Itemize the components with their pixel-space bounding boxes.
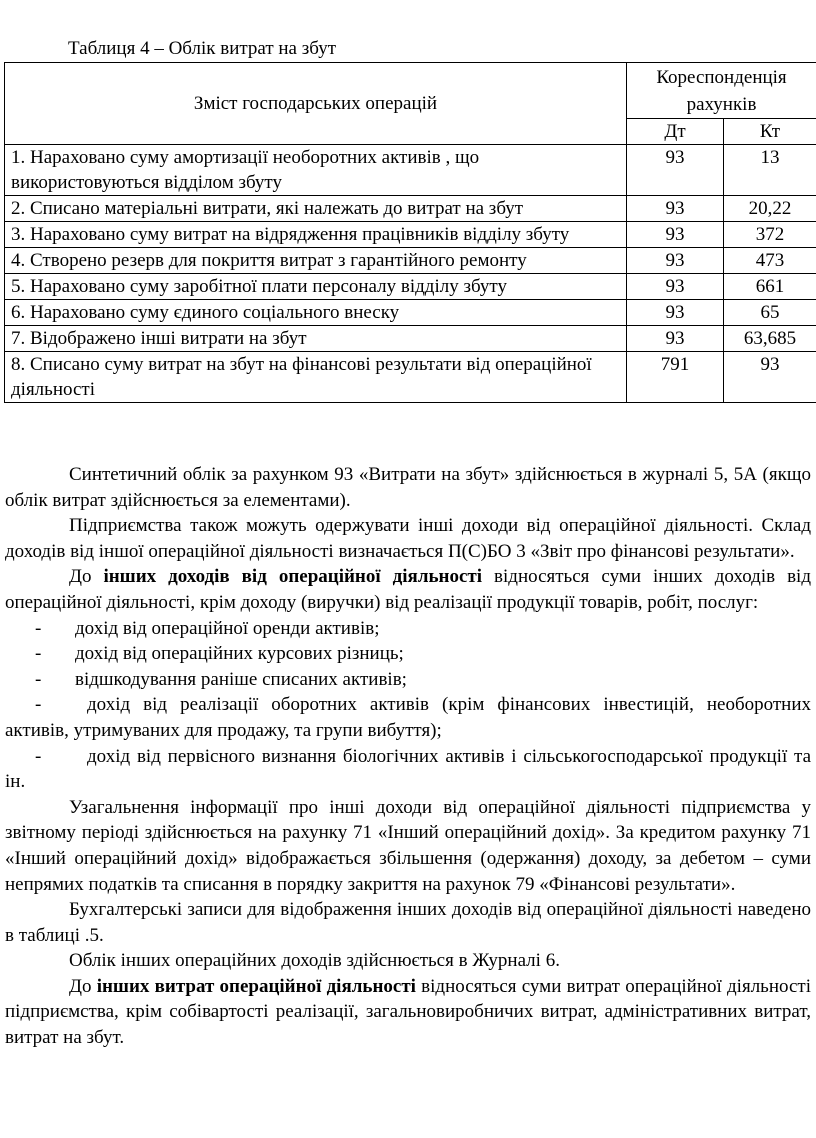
list-item-text: дохід від реалізації оборотних активів (крім фінансових інвестицій, необоротних активів, утримуваних для продажу, та групи вибуття); — [5, 694, 811, 741]
row-operation: 6. Нараховано суму єдиного соціального внеску — [5, 300, 627, 326]
table-row — [5, 300, 816, 326]
header-correspondence: Кореспонденція рахунків — [627, 63, 816, 119]
table-caption: Таблиця 4 – Облік витрат на збут — [68, 38, 336, 59]
list-item — [5, 667, 811, 693]
header-dt: Дт — [627, 119, 724, 145]
paragraph: Синтетичний облік за рахунком 93 «Витрати на збут» здійснюється в журналі 5, 5А (якщо облік витрат здійснюється за елементами). — [5, 464, 811, 511]
table-row — [5, 145, 816, 196]
bold-term: інших доходів від операційної діяльності — [103, 566, 483, 588]
list-item-text: дохід від первісного визнання біологічних активів і сільськогосподарської продукції та ін. — [5, 745, 811, 793]
header-content: Зміст господарських операцій — [5, 63, 627, 145]
row-operation: 5. Нараховано суму заробітної плати персоналу відділу збуту — [5, 274, 627, 300]
table-row — [5, 326, 816, 352]
row-dt: 93 — [627, 196, 724, 222]
header-kt: Кт — [724, 119, 816, 145]
row-dt: 93 — [627, 300, 724, 326]
row-kt: 93 — [724, 352, 816, 403]
row-kt: 13 — [724, 145, 816, 196]
list-item-text: дохід від операційних курсових різниць; — [75, 643, 404, 665]
list-item — [5, 692, 811, 743]
body-text — [5, 462, 811, 1051]
row-kt: 473 — [724, 248, 816, 274]
row-dt: 791 — [627, 352, 724, 403]
list-item-text: дохід від операційної оренди активів; — [75, 617, 380, 639]
table-row — [5, 248, 816, 274]
row-kt: 661 — [724, 274, 816, 300]
dash-bullet: - — [35, 668, 42, 690]
table-row — [5, 274, 816, 300]
paragraph: Облік інших операційних доходів здійснюється в Журналі 6. — [69, 950, 560, 972]
row-operation: 1. Нараховано суму амортизації необоротних активів , що використовуються відділом збуту — [5, 145, 627, 196]
paragraph — [5, 974, 811, 1051]
row-operation: 8. Списано суму витрат на збут на фінансові результати від операційної діяльності — [5, 352, 627, 403]
row-dt: 93 — [627, 222, 724, 248]
bold-term: інших витрат операційної діяльності — [96, 975, 416, 997]
list-item-text: відшкодування раніше списаних активів; — [75, 668, 407, 690]
text-run: До — [69, 975, 97, 997]
row-operation: 4. Створено резерв для покриття витрат з гарантійного ремонту — [5, 248, 627, 274]
row-operation: 7. Відображено інші витрати на збут — [5, 326, 627, 352]
table-row — [5, 196, 816, 222]
text-run: відносяться суми інших доходів від операційної діяльності, крім доходу (виручки) від реалізації продукції товарів, робіт, послуг: — [5, 566, 811, 613]
dash-bullet: - — [35, 694, 42, 716]
row-operation: 3. Нараховано суму витрат на відрядження працівників відділу збуту — [5, 222, 627, 248]
paragraph: Підприємства також можуть одержувати інші доходи від операційної діяльності. Склад доходів від іншої операційної діяльності визначається П(С)БО 3 «Звіт про фінансові результати». — [5, 515, 811, 562]
row-operation: 2. Списано матеріальні витрати, які належать до витрат на збут — [5, 196, 627, 222]
row-dt: 93 — [627, 145, 724, 196]
paragraph: Бухгалтерські записи для відображення інших доходів від операційної діяльності наведено в таблиці .5. — [5, 899, 811, 946]
paragraph — [5, 564, 811, 615]
expenses-table — [4, 62, 816, 403]
list-item — [5, 641, 811, 667]
dash-bullet: - — [35, 643, 42, 665]
row-kt: 20,22 — [724, 196, 816, 222]
dash-bullet: - — [35, 617, 42, 639]
row-kt: 372 — [724, 222, 816, 248]
paragraph: Узагальнення інформації про інші доходи від операційної діяльності підприємства у звітному періоді здійснюється на рахунку 71 «Інший операційний дохід». За кредитом рахунку 71 «Інший операційний дохід» відображається збільшення (одержання) доходу, за дебетом – суми непрямих податків та списання в порядку закриття на рахунок 79 «Фінансові результати». — [5, 796, 811, 895]
row-dt: 93 — [627, 326, 724, 352]
list-item — [5, 616, 811, 642]
text-run: До — [69, 566, 104, 588]
text-run: відносяться суми витрат операційної діяльності підприємства, крім собівартості реалізації, загальновиробничих витрат, адміністративних витрат, витрат на збут. — [5, 975, 811, 1049]
list-item — [5, 744, 811, 795]
dash-bullet: - — [35, 745, 42, 767]
row-dt: 93 — [627, 274, 724, 300]
row-kt: 65 — [724, 300, 816, 326]
row-kt: 63,685 — [724, 326, 816, 352]
table-row — [5, 352, 816, 403]
table-row — [5, 222, 816, 248]
row-dt: 93 — [627, 248, 724, 274]
